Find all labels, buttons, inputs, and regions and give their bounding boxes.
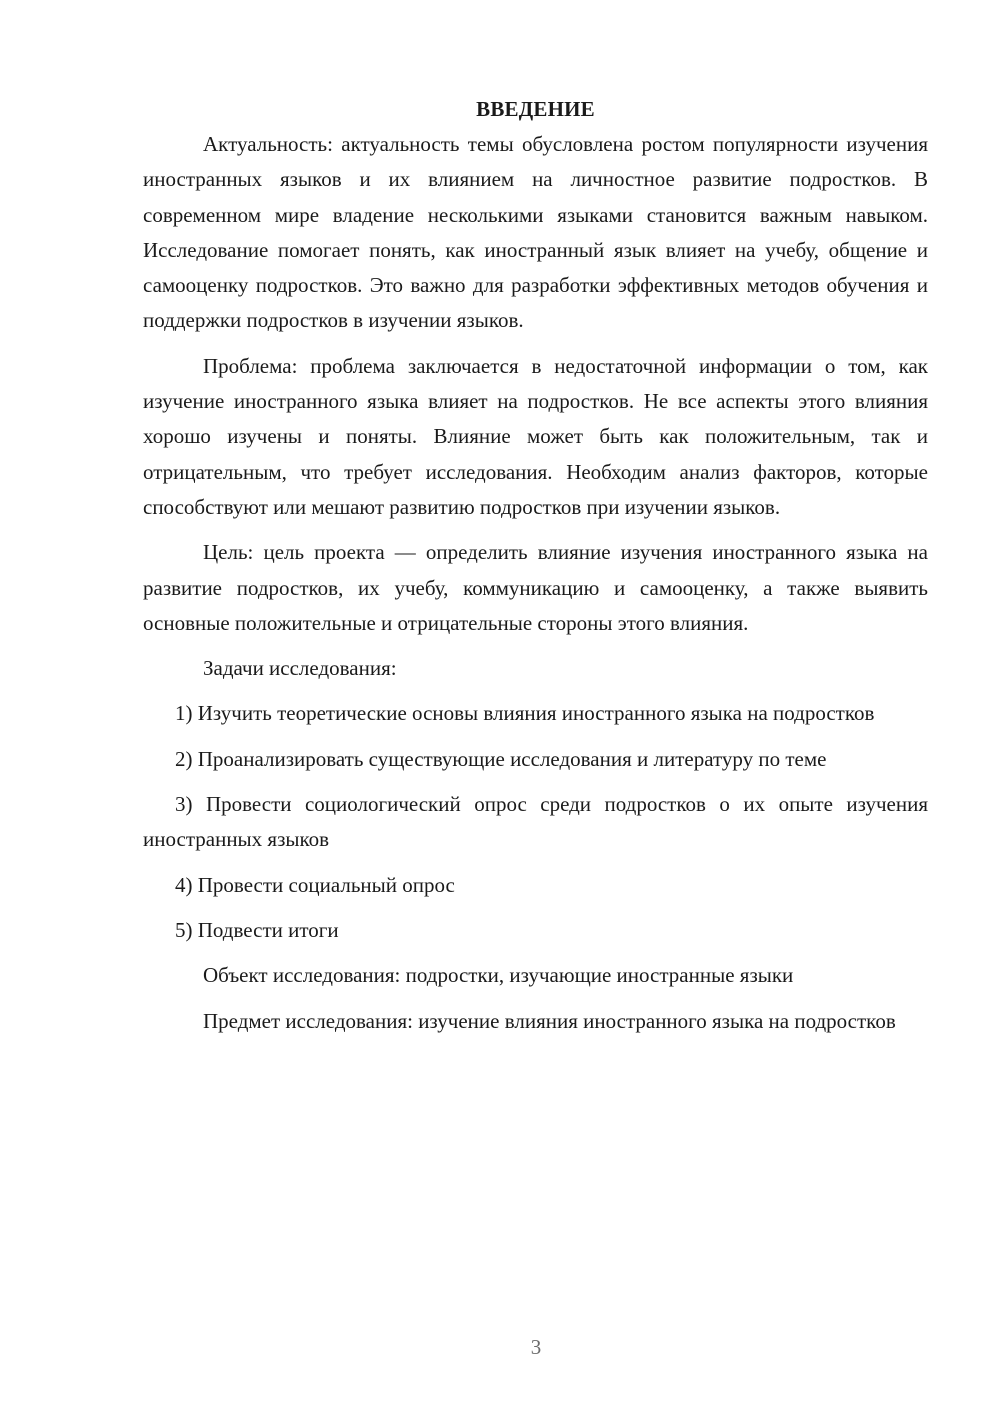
subject-paragraph: Предмет исследования: изучение влияния иностранного языка на подростков [203,1008,896,1033]
document-page [143,92,928,1039]
task-item-3: 3) Провести социологический опрос среди подростков о их опыте изучения иностранных языков [143,792,928,852]
tasks-heading: Задачи исследования: [203,656,397,681]
goal-paragraph: Цель: цель проекта — определить влияние изучения иностранного языка на развитие подростков, их учебу, коммуникацию и самооценку, а также выявить основные положительные и отрицательные стороны этого влияния. [143,540,928,635]
task-item-1: 1) Изучить теоретические основы влияния иностранного языка на подростков [175,701,875,726]
task-item-4: 4) Провести социальный опрос [175,872,455,897]
object-paragraph: Объект исследования: подростки, изучающие иностранные языки [203,963,794,988]
page-title: ВВЕДЕНИЕ [476,97,595,121]
problem-paragraph: Проблема: проблема заключается в недостаточной информации о том, как изучение иностранного языка влияет на подростков. Не все аспекты этого влияния хорошо изучены и поняты. Влияние может быть как положительным, так и отрицательным, что требует исследования. Необходим анализ факторов, которые способствуют или мешают развитию подростков при изучении языков. [143,353,928,519]
task-item-2: 2) Проанализировать существующие исследования и литературу по теме [175,746,827,771]
task-item-5: 5) Подвести итоги [175,917,339,942]
relevance-paragraph: Актуальность: актуальность темы обусловлена ростом популярности изучения иностранных языков и их влиянием на личностное развитие подростков. В современном мире владение несколькими языками становится важным навыком. Исследование помогает понять, как иностранный язык влияет на учебу, общение и самооценку подростков. Это важно для разработки эффективных методов обучения и поддержки подростков в изучении языков. [143,132,928,333]
page-number: 3 [530,1335,542,1359]
